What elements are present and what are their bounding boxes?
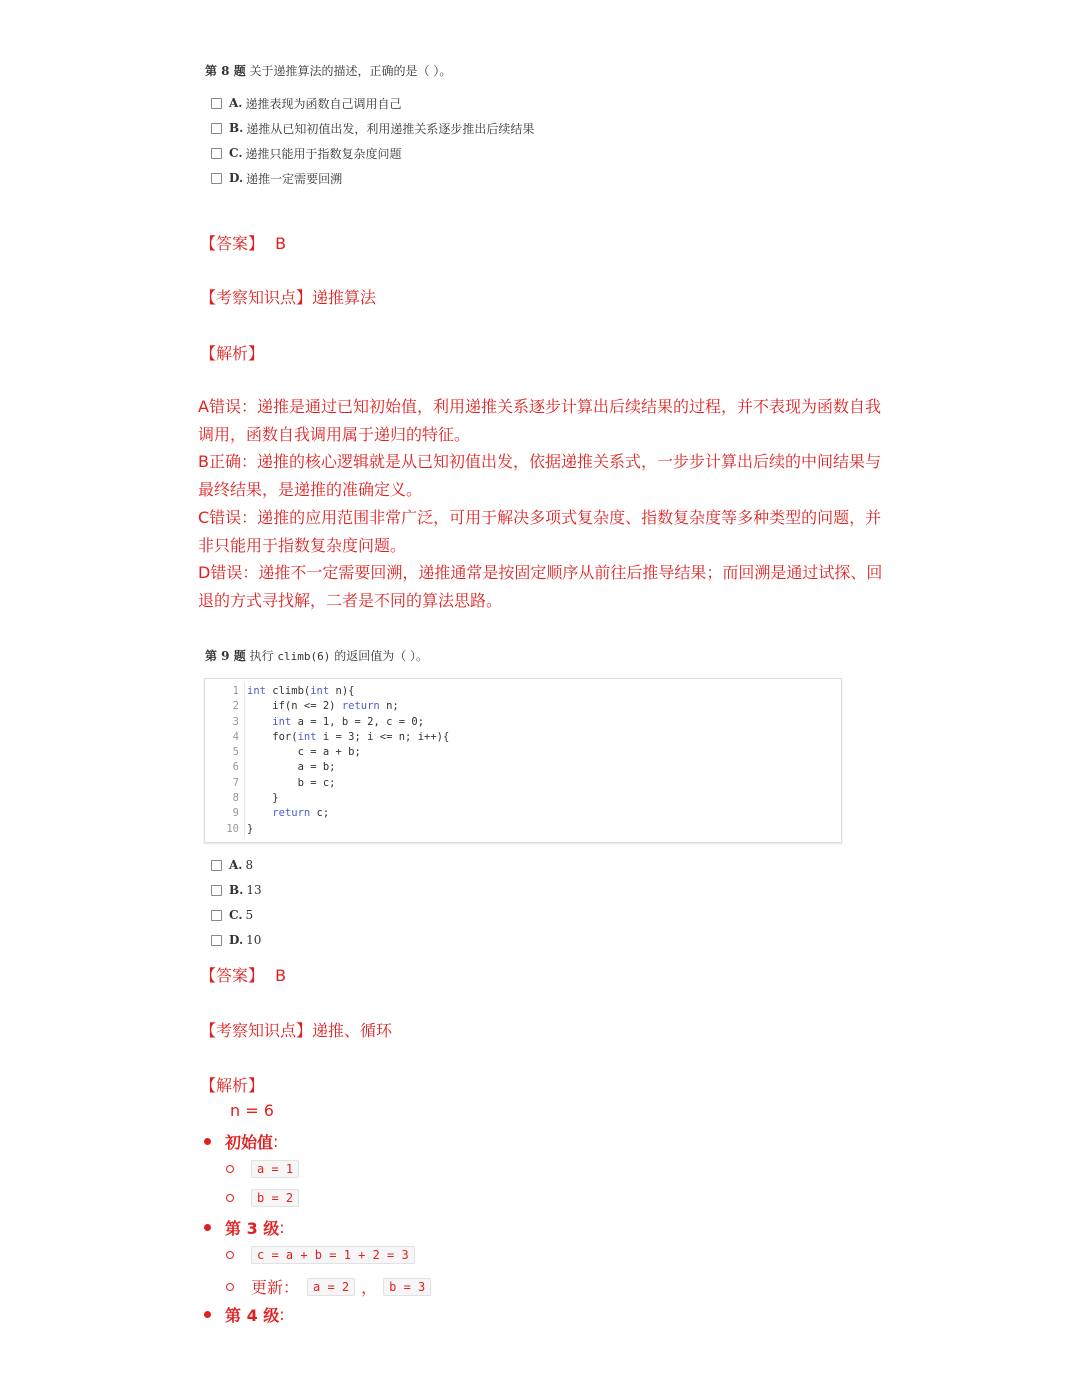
inline-code: a = 2: [307, 1278, 355, 1296]
line-number: 3: [232, 715, 239, 728]
question-9-options: [211, 855, 262, 950]
code-line: b = c;: [247, 776, 336, 789]
colon: :: [273, 1132, 279, 1151]
option-b[interactable]: B. 递推从已知初值出发，利用递推关系逐步推出后续结果: [211, 118, 534, 138]
option-text: 递推只能用于指数复杂度问题: [245, 146, 402, 161]
code-line: if(n <= 2) return n;: [247, 700, 399, 713]
bullet-level-3: [204, 1216, 285, 1239]
code-line: }: [247, 822, 254, 835]
analysis-paragraph-b: B正确：递推的核心逻辑就是从已知初值出发，依据递推关系式，一步步计算出后续的中间结果与最终结果，是递推的准确定义。: [198, 452, 881, 500]
bullet-ring: [226, 1251, 234, 1259]
question-8-options: [211, 93, 534, 188]
code-lines: [247, 684, 449, 837]
question-8-text: 关于递推算法的描述，正确的是（ ）。: [249, 64, 452, 78]
option-c[interactable]: C. 递推只能用于指数复杂度问题: [211, 143, 534, 163]
bullet-level-4: [204, 1303, 285, 1326]
answer-value: B: [275, 966, 287, 985]
question-8-analysis: [198, 393, 888, 615]
line-number: 8: [232, 792, 239, 805]
line-number: 10: [226, 822, 239, 835]
inline-code: a = 1: [251, 1160, 299, 1178]
line-number: 5: [232, 746, 239, 759]
colon: :: [279, 1305, 285, 1324]
question-9-text-pre: 执行: [249, 649, 274, 663]
option-text: 8: [245, 858, 254, 872]
checkbox[interactable]: [211, 935, 222, 946]
line-number: 9: [232, 807, 239, 820]
bullet-dot: [204, 1138, 211, 1145]
sub-bullet-update: [226, 1275, 431, 1298]
option-b[interactable]: B. 13: [211, 880, 262, 900]
question-9-knowledge-point: [200, 1018, 392, 1041]
analysis-paragraph-d: D错误：递推不一定需要回溯，递推通常是按固定顺序从前往后推导结果；而回溯是通过试探、回退的方式寻找解，二者是不同的算法思路。: [198, 563, 883, 610]
answer-label: 【答案】: [200, 966, 265, 985]
bullet-ring: [226, 1194, 234, 1202]
bullet-initial-values: [204, 1130, 278, 1153]
question-8-answer: [200, 231, 286, 254]
knowledge-point-label: 【考察知识点】: [200, 1021, 313, 1040]
question-8-knowledge-point: [200, 285, 376, 308]
answer-label: 【答案】: [200, 234, 265, 253]
bullet-label: 第 3 级: [225, 1219, 280, 1238]
bullet-label: 第 4 级: [225, 1306, 280, 1325]
line-number: 2: [232, 700, 239, 713]
option-text: 13: [246, 883, 262, 897]
checkbox[interactable]: [211, 173, 222, 184]
code-line: a = b;: [247, 761, 336, 774]
n-value-line: n = 6: [230, 1101, 274, 1120]
code-line: for(int i = 3; i <= n; i++){: [247, 730, 450, 743]
question-9-text-post: 的返回值为（ ）。: [334, 649, 429, 663]
checkbox[interactable]: [211, 98, 222, 109]
line-number: 6: [232, 761, 239, 774]
knowledge-point-value: 递推算法: [312, 288, 377, 307]
option-text: 5: [245, 908, 254, 922]
inline-code: b = 3: [383, 1278, 431, 1296]
checkbox[interactable]: [211, 123, 222, 134]
separator: ，: [361, 1278, 378, 1297]
option-d[interactable]: D. 递推一定需要回溯: [211, 168, 534, 188]
code-line: c = a + b;: [247, 746, 361, 759]
code-block: [204, 678, 842, 843]
option-a[interactable]: A. 递推表现为函数自己调用自己: [211, 93, 534, 113]
checkbox[interactable]: [211, 885, 222, 896]
option-text: 递推表现为函数自己调用自己: [245, 96, 402, 111]
code-line: int a = 1, b = 2, c = 0;: [272, 715, 425, 728]
colon: :: [279, 1218, 285, 1237]
line-number: 4: [232, 730, 239, 743]
question-9-answer: [200, 963, 286, 986]
question-8-number: 第 8 题: [205, 64, 246, 78]
line-number: 7: [232, 776, 239, 789]
option-d[interactable]: D. 10: [211, 930, 262, 950]
bullet-label: 初始值: [225, 1133, 274, 1152]
question-9-title: [205, 647, 428, 664]
sub-bullet-b: [226, 1189, 299, 1207]
bullet-ring: [226, 1283, 234, 1291]
sub-bullet-calc: [226, 1246, 415, 1264]
bullet-ring: [226, 1165, 234, 1173]
question-8-analysis-label: 【解析】: [200, 344, 265, 363]
knowledge-point-value: 递推、循环: [312, 1021, 393, 1040]
checkbox[interactable]: [211, 910, 222, 921]
code-line: }: [247, 792, 279, 805]
checkbox[interactable]: [211, 148, 222, 159]
code-line: int climb(int n){: [247, 685, 355, 697]
update-label: 更新：: [251, 1278, 300, 1297]
option-c[interactable]: C. 5: [211, 905, 262, 925]
checkbox[interactable]: [211, 860, 222, 871]
sub-bullet-a: [226, 1160, 299, 1178]
gutter-divider: [244, 683, 245, 838]
option-text: 递推从已知初值出发，利用递推关系逐步推出后续结果: [246, 121, 535, 136]
inline-code: b = 2: [251, 1189, 299, 1207]
bullet-dot: [204, 1224, 211, 1231]
code-line: return c;: [272, 807, 330, 820]
option-text: 10: [246, 933, 262, 947]
analysis-paragraph-c: C错误：递推的应用范围非常广泛，可用于解决多项式复杂度、指数复杂度等多种类型的问题，并非只能用于指数复杂度问题。: [198, 507, 882, 555]
line-number: 1: [232, 685, 239, 697]
inline-code: c = a + b = 1 + 2 = 3: [251, 1246, 415, 1264]
answer-value: B: [275, 234, 287, 253]
option-text: 递推一定需要回溯: [246, 171, 343, 186]
option-a[interactable]: A. 8: [211, 855, 262, 875]
question-9-number: 第 9 题: [205, 649, 246, 663]
bullet-dot: [204, 1311, 211, 1318]
question-8-title: [205, 62, 451, 79]
knowledge-point-label: 【考察知识点】: [200, 288, 313, 307]
question-9-analysis-label: 【解析】: [200, 1076, 265, 1095]
analysis-paragraph-a: A错误：递推是通过已知初始值，利用递推关系逐步计算出后续结果的过程，并不表现为函数自我调用，函数自我调用属于递归的特征。: [198, 397, 881, 444]
line-numbers: [205, 684, 239, 837]
question-9-inline-code: climb(6): [277, 650, 331, 663]
